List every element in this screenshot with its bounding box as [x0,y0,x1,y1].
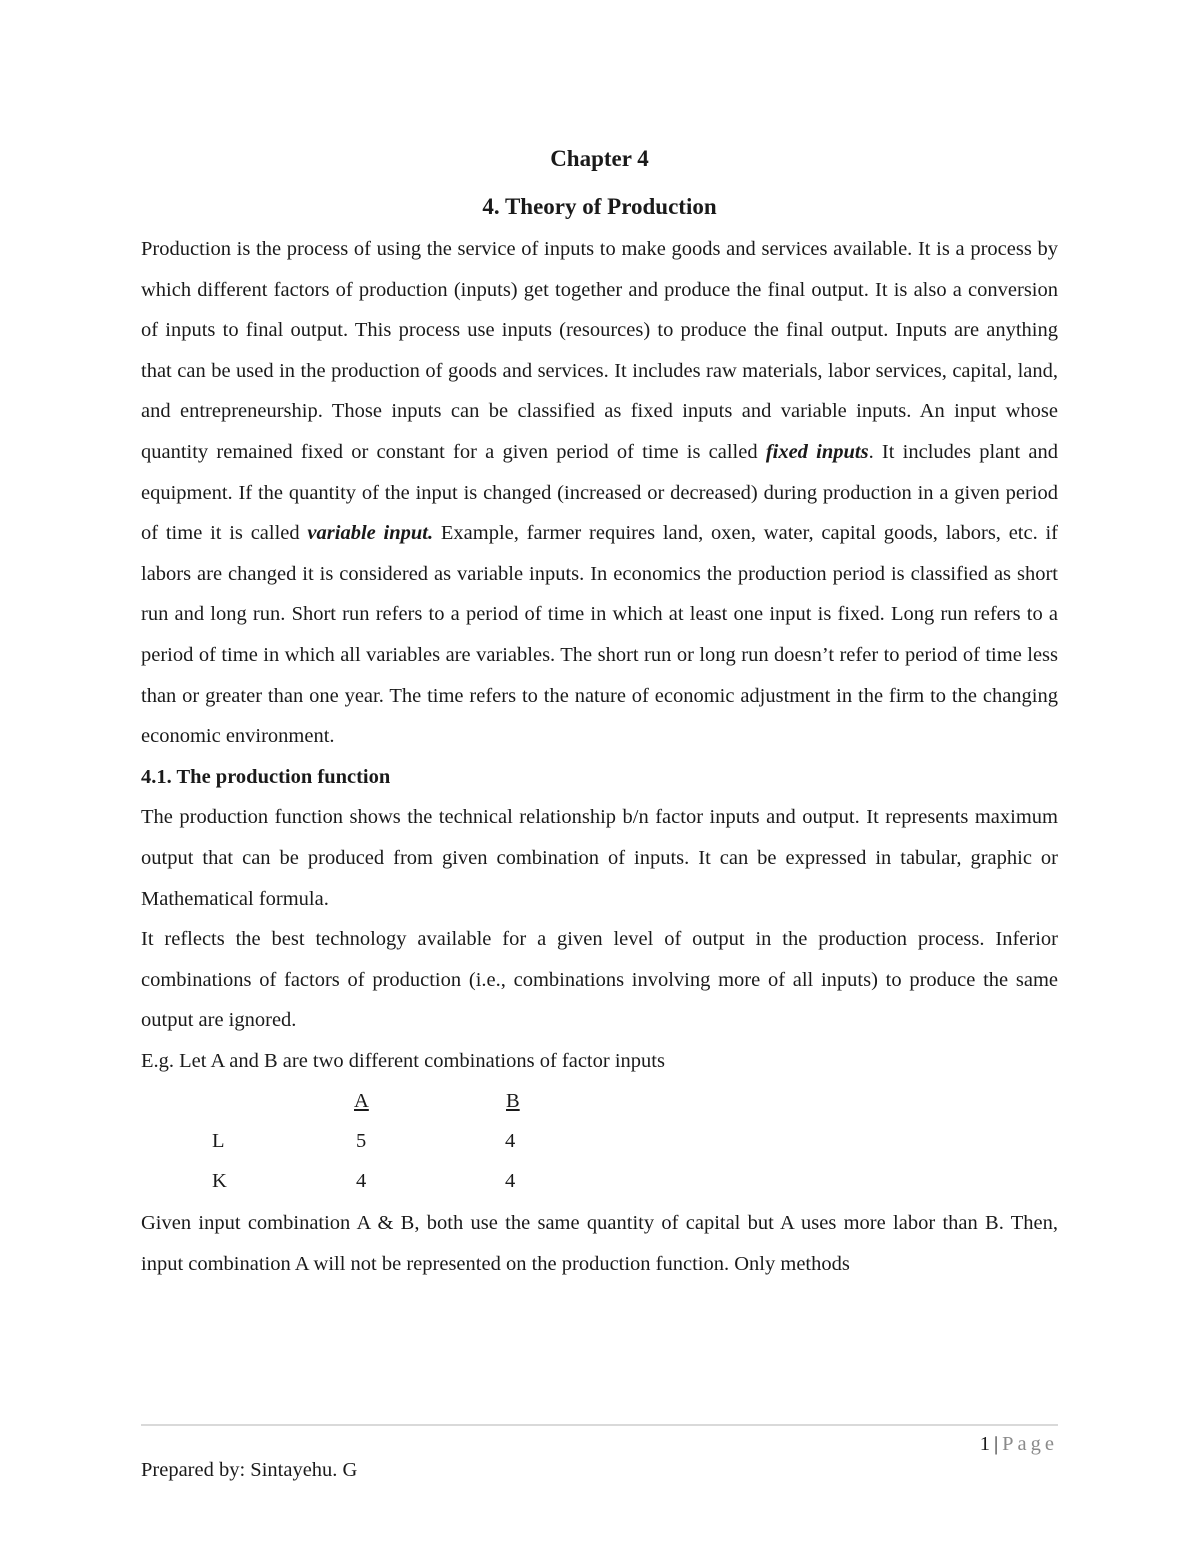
input-combination-table [141,1081,1058,1203]
cell-l-a: 5 [356,1130,367,1153]
cell-k-a: 4 [356,1170,367,1193]
combination-explanation: Given input combination A & B, both use the same quantity of capital but A uses more labor than B. Then, input combination A will not be represented on the production function. Only methods [141,1212,1058,1276]
page-number-separator: | [994,1433,999,1455]
page-word: Page [1002,1433,1058,1455]
production-function-paragraph: The production function shows the technical relationship b/n factor inputs and output. It represents maximum output that can be produced from given combination of inputs. It can be expressed in tabular, graphic or Mathematical formula. [141,806,1058,910]
intro-text-part2: . It includes plant and equipment. If the quantity of the input is changed (increased or decreased) during production in a given period of time it is called [141,440,1058,545]
page-content [141,140,1058,1285]
intro-text-part1: Production is the process of using the service of inputs to make goods and services available. It is a process by which different factors of production (inputs) get together and produce the final output. It is also a conversion of inputs to final output. This process use inputs (resources) to produce the final output. Inputs are anything that can be used in the production of goods and services. It includes raw materials, labor services, capital, land, and entrepreneurship. Those inputs can be classified as fixed inputs and variable inputs. An input whose quantity remained fixed or constant for a given period of time is called [141,238,1058,463]
row-label-k: K [212,1170,227,1193]
page-number-value: 1 [979,1433,991,1455]
section-heading: 4.1. The production function [141,765,391,788]
table-row [141,1121,1058,1161]
chapter-label: Chapter 4 [550,146,649,171]
term-fixed-inputs: fixed inputs [765,440,869,463]
prepared-by: Prepared by: Sintayehu. G [141,1459,358,1481]
intro-text-part3: Example, farmer requires land, oxen, water, capital goods, labors, etc. if labors are changed it is considered as variable inputs. In economics the production period is classified as short run and long run. Short run refers to a period of time in which at least one input is fixed. Long run refers to a period of time in which all variables are variables. The short run or long run doesn’t refer to period of time less than or greater than one year. The time refers to the nature of economic adjustment in the firm to the changing economic environment. [141,522,1059,748]
intro-paragraph [141,229,1058,757]
table-row [141,1161,1058,1201]
footer-divider [141,1424,1058,1426]
cell-l-b: 4 [505,1130,516,1153]
table-header-row [141,1081,1058,1121]
chapter-title: 4. Theory of Production [482,194,717,219]
cell-k-b: 4 [505,1170,516,1193]
best-technology-paragraph: It reflects the best technology available for a given level of output in the production process. Inferior combinations of factors of production (i.e., combinations involving more of all inputs) to produce the same output are ignored. [141,928,1058,1032]
example-intro: E.g. Let A and B are two different combinations of factor inputs [141,1049,665,1072]
column-header-a: A [354,1090,369,1113]
page-number [980,1429,1058,1459]
term-variable-input: variable input. [307,522,434,545]
row-label-l: L [212,1130,225,1153]
column-header-b: B [506,1090,520,1113]
